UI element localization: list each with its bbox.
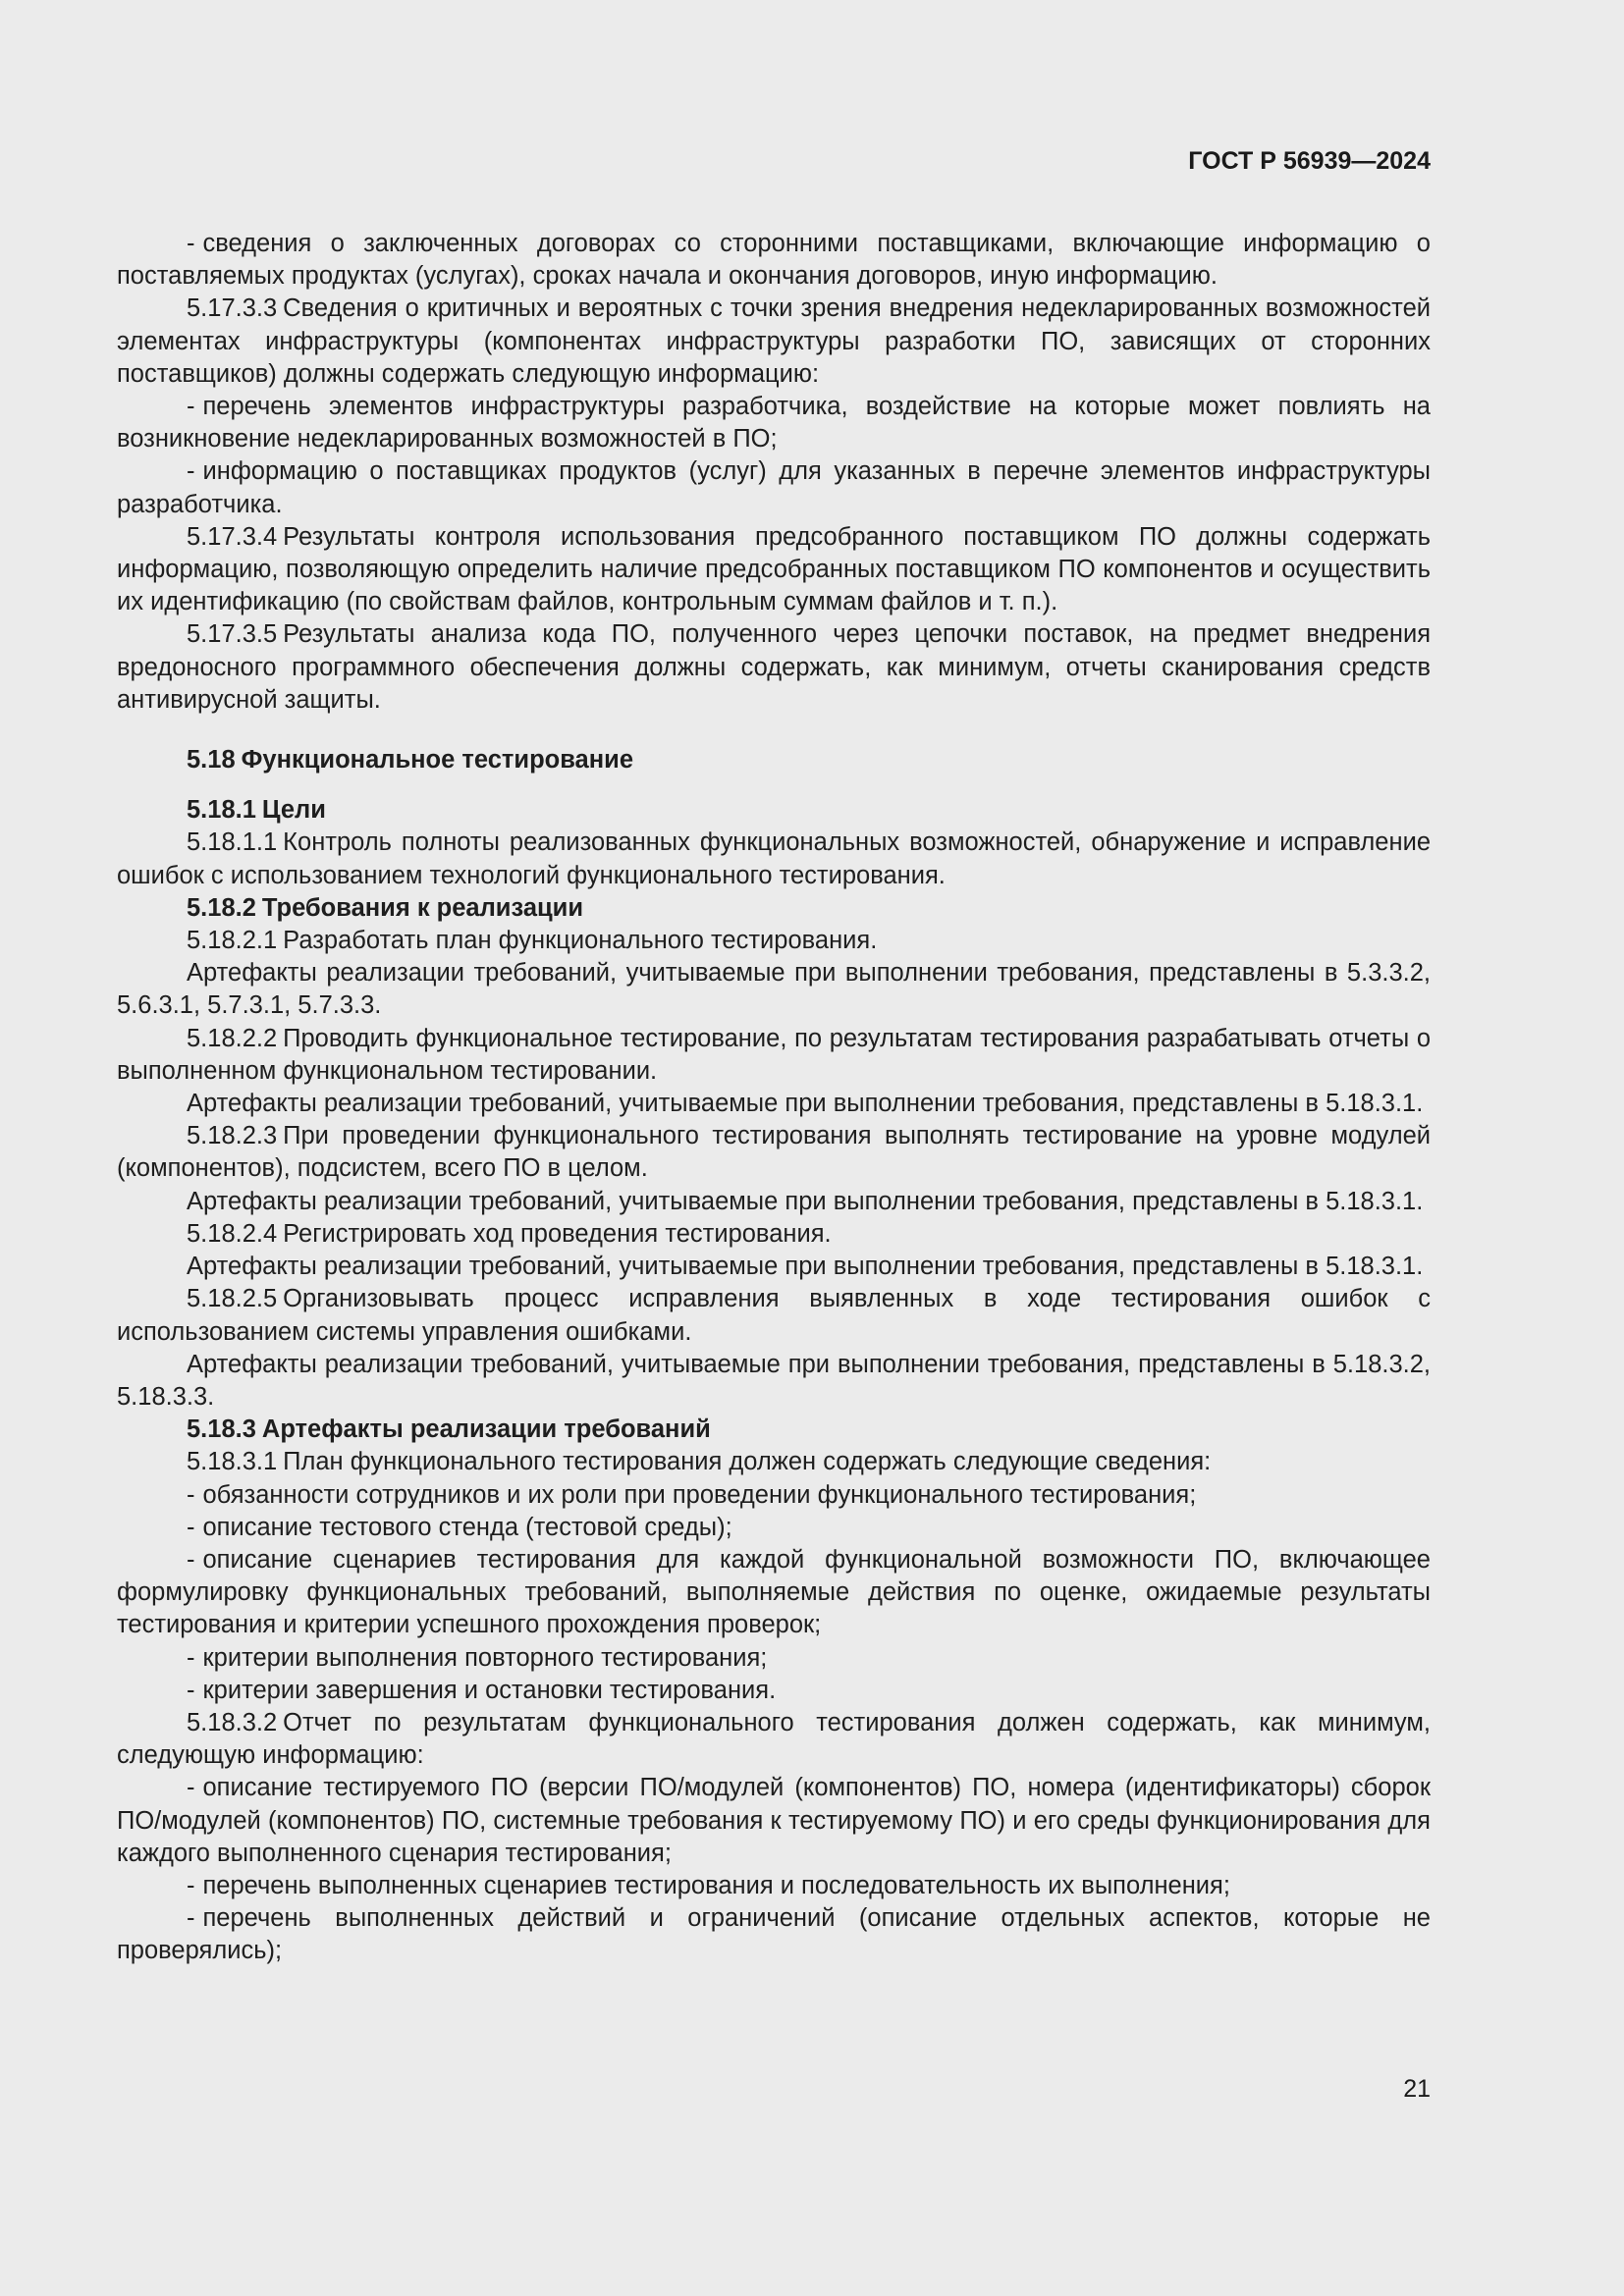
- paragraph-text: описание тестового стенда (тестовой среды);: [202, 1513, 732, 1541]
- paragraph-text: Регистрировать ход проведения тестирования.: [283, 1219, 832, 1248]
- paragraph-text: Результаты контроля использования предсобранного поставщиком ПО должны содержать информацию, позволяющую определить наличие предсобранных поставщиком ПО компонентов и осуществить их идентификацию (по свойствам файлов, контрольным суммам файлов и т. п.).: [117, 522, 1431, 616]
- page-number: 21: [1403, 2075, 1431, 2103]
- subsection-heading: [117, 794, 1431, 827]
- paragraph-text: Функциональное тестирование: [241, 746, 633, 774]
- paragraph-text: При проведении функционального тестирования выполнять тестирование на уровне модулей (компонентов), подсистем, всего ПО в целом.: [117, 1122, 1431, 1183]
- paragraph-text: описание сценариев тестирования для каждой функциональной возможности ПО, включающее формулировку функциональных требований, выполняемые действия по оценке, ожидаемые результаты тестирования и критерии успешного прохождения проверок;: [117, 1545, 1431, 1639]
- numbered-paragraph: [117, 521, 1431, 619]
- paragraph-text: Артефакты реализации требований, учитываемые при выполнении требования, представлены в 5.3.3.2, 5.6.3.1, 5.7.3.1, 5.7.3.3.: [117, 959, 1431, 1020]
- clause-number: 5.18.2.5: [187, 1285, 278, 1313]
- list-item: [117, 1642, 1431, 1675]
- list-dash: -: [187, 457, 195, 486]
- paragraph-text: критерии завершения и остановки тестирования.: [202, 1676, 777, 1704]
- numbered-paragraph: [117, 925, 1431, 957]
- numbered-paragraph: [117, 1707, 1431, 1772]
- paragraph-text: Требования к реализации: [261, 893, 584, 922]
- paragraph-text: Отчет по результатам функционального тестирования должен содержать, как минимум, следующую информацию:: [117, 1708, 1431, 1770]
- clause-number: 5.18.3.1: [187, 1448, 278, 1476]
- numbered-paragraph: [117, 1120, 1431, 1185]
- clause-number: 5.18.2.1: [187, 927, 278, 955]
- list-dash: -: [187, 1513, 195, 1541]
- paragraph-text: Цели: [261, 796, 326, 825]
- paragraph: [117, 1186, 1431, 1218]
- numbered-paragraph: [117, 1023, 1431, 1088]
- clause-number: 5.18.3.2: [187, 1708, 278, 1736]
- paragraph-text: Сведения о критичных и вероятных с точки зрения внедрения недекларированных возможностей элементах инфраструктуры (компонентах инфраструктуры разработки ПО, зависящих от сторонних поставщиков) должны содержать следующую информацию:: [117, 294, 1431, 388]
- paragraph-text: Проводить функциональное тестирование, по результатам тестирования разрабатывать отчеты о выполненном функциональном тестировании.: [117, 1024, 1431, 1085]
- numbered-paragraph: [117, 1446, 1431, 1478]
- paragraph-text: критерии выполнения повторного тестирования;: [202, 1643, 768, 1672]
- paragraph-text: Артефакты реализации требований, учитываемые при выполнении требования, представлены в 5.18.3.1.: [187, 1253, 1424, 1281]
- subsection-heading: [117, 892, 1431, 925]
- list-item: [117, 1512, 1431, 1544]
- paragraph: [117, 1088, 1431, 1120]
- clause-number: 5.18.1.1: [187, 828, 278, 857]
- paragraph-text: информацию о поставщиках продуктов (услуг) для указанных в перечне элементов инфраструктуры разработчика.: [117, 457, 1431, 518]
- clause-number: 5.18.2: [187, 893, 256, 922]
- paragraph-text: описание тестируемого ПО (версии ПО/модулей (компонентов) ПО, номера (идентификаторы) сборок ПО/модулей (компонентов) ПО, системные требования к тестируемому ПО) и его среды функционирования для каждого выполненного сценария тестирования;: [117, 1774, 1431, 1867]
- section-heading: [117, 744, 1431, 776]
- clause-number: 5.18.2.2: [187, 1024, 278, 1052]
- list-item: [117, 1870, 1431, 1902]
- list-dash: -: [187, 1871, 195, 1899]
- numbered-paragraph: [117, 293, 1431, 391]
- clause-number: 5.18: [187, 746, 236, 774]
- list-dash: -: [187, 1545, 195, 1574]
- list-item: [117, 1675, 1431, 1707]
- paragraph-text: сведения о заключенных договорах со сторонними поставщиками, включающие информацию о поставляемых продуктах (услугах), сроках начала и окончания договоров, иную информацию.: [117, 230, 1431, 291]
- paragraph-text: обязанности сотрудников и их роли при проведении функционального тестирования;: [202, 1480, 1197, 1509]
- clause-number: 5.18.3: [187, 1415, 256, 1444]
- document-body: [117, 228, 1431, 1968]
- list-item: [117, 1479, 1431, 1512]
- list-dash: -: [187, 1904, 195, 1933]
- document-code-header: ГОСТ Р 56939—2024: [1188, 147, 1431, 175]
- numbered-paragraph: [117, 1283, 1431, 1348]
- paragraph: [117, 957, 1431, 1022]
- paragraph-text: Результаты анализа кода ПО, полученного через цепочки поставок, на предмет внедрения вредоносного программного обеспечения должны содержать, как минимум, отчеты сканирования средств антивирусной защиты.: [117, 620, 1431, 714]
- list-item: [117, 1544, 1431, 1642]
- clause-number: 5.17.3.4: [187, 522, 278, 551]
- paragraph-text: перечень выполненных сценариев тестирования и последовательность их выполнения;: [202, 1871, 1230, 1899]
- list-dash: -: [187, 1643, 195, 1672]
- paragraph: [117, 1349, 1431, 1414]
- paragraph-text: Артефакты реализации требований: [261, 1415, 711, 1444]
- numbered-paragraph: [117, 827, 1431, 891]
- paragraph-text: Артефакты реализации требований, учитываемые при выполнении требования, представлены в 5.18.3.1.: [187, 1187, 1424, 1215]
- list-item: [117, 391, 1431, 455]
- clause-number: 5.18.1: [187, 796, 256, 825]
- clause-number: 5.17.3.3: [187, 294, 278, 323]
- paragraph: [117, 1251, 1431, 1283]
- clause-number: 5.17.3.5: [187, 620, 278, 649]
- paragraph-text: Контроль полноты реализованных функциональных возможностей, обнаружение и исправление ошибок с использованием технологий функционального тестирования.: [117, 828, 1431, 889]
- paragraph-text: перечень выполненных действий и ограничений (описание отдельных аспектов, которые не проверялись);: [117, 1904, 1431, 1965]
- paragraph-text: перечень элементов инфраструктуры разработчика, воздействие на которые может повлиять на возникновение недекларированных возможностей в ПО;: [117, 393, 1431, 454]
- list-dash: -: [187, 393, 195, 421]
- list-item: [117, 1772, 1431, 1870]
- list-dash: -: [187, 1676, 195, 1704]
- list-item: [117, 455, 1431, 520]
- list-dash: -: [187, 1480, 195, 1509]
- clause-number: 5.18.2.3: [187, 1122, 278, 1150]
- list-item: [117, 228, 1431, 293]
- paragraph-text: Организовывать процесс исправления выявленных в ходе тестирования ошибок с использованием системы управления ошибками.: [117, 1285, 1431, 1346]
- list-dash: -: [187, 230, 195, 257]
- numbered-paragraph: [117, 1218, 1431, 1251]
- paragraph-text: Разработать план функционального тестирования.: [283, 927, 878, 955]
- numbered-paragraph: [117, 618, 1431, 717]
- paragraph-text: Артефакты реализации требований, учитываемые при выполнении требования, представлены в 5.18.3.1.: [187, 1090, 1424, 1118]
- subsection-heading: [117, 1414, 1431, 1446]
- clause-number: 5.18.2.4: [187, 1219, 278, 1248]
- list-item: [117, 1902, 1431, 1967]
- paragraph-text: План функционального тестирования должен содержать следующие сведения:: [283, 1448, 1212, 1476]
- list-dash: -: [187, 1774, 195, 1802]
- paragraph-text: Артефакты реализации требований, учитываемые при выполнении требования, представлены в 5.18.3.2, 5.18.3.3.: [117, 1350, 1431, 1411]
